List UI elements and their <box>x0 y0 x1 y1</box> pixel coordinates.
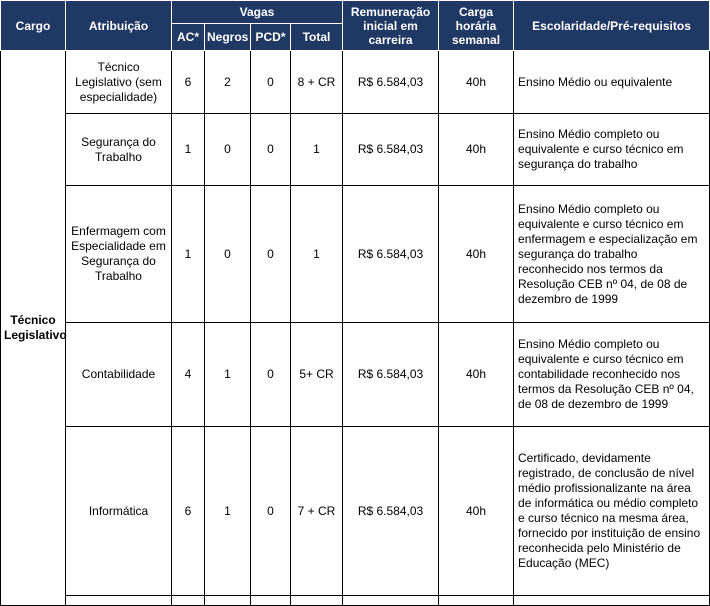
total-cell: 5+ CR <box>291 323 343 427</box>
pcd-cell: 0 <box>251 114 291 186</box>
carga-cell: 40h <box>439 51 514 114</box>
header-escolaridade: Escolaridade/Pré-requisitos <box>514 1 710 51</box>
ac-cell: 1 <box>172 114 205 186</box>
negros-cell: 1 <box>205 427 251 596</box>
header-negros: Negros <box>205 24 251 51</box>
table-row <box>1 596 710 606</box>
ac-cell: 6 <box>172 427 205 596</box>
ac-cell: 1 <box>172 186 205 323</box>
total-cell: 1 <box>291 186 343 323</box>
escolaridade-cell: Ensino Médio completo ou equivalente e curso técnico em segurança do trabalho <box>514 114 710 186</box>
ac-cell: 6 <box>172 51 205 114</box>
table-row <box>1 186 710 323</box>
atribuicao-cell: Técnico Legislativo (sem especialidade) <box>66 51 172 114</box>
carga-cell: 40h <box>439 186 514 323</box>
header-vagas: Vagas <box>172 1 343 24</box>
pcd-cell: 0 <box>251 186 291 323</box>
empty-cell <box>251 596 291 606</box>
header-pcd: PCD* <box>251 24 291 51</box>
carga-cell: 40h <box>439 114 514 186</box>
empty-cell <box>343 596 439 606</box>
ac-cell: 4 <box>172 323 205 427</box>
empty-cell <box>172 596 205 606</box>
header-cargo: Cargo <box>1 1 66 51</box>
escolaridade-cell: Ensino Médio ou equivalente <box>514 51 710 114</box>
carga-cell: 40h <box>439 427 514 596</box>
total-cell: 7 + CR <box>291 427 343 596</box>
empty-cell <box>514 596 710 606</box>
header-total: Total <box>291 24 343 51</box>
table-row <box>1 51 710 114</box>
empty-cell <box>66 596 172 606</box>
atribuicao-cell: Contabilidade <box>66 323 172 427</box>
total-cell: 1 <box>291 114 343 186</box>
atribuicao-cell: Segurança do Trabalho <box>66 114 172 186</box>
remuneracao-cell: R$ 6.584,03 <box>343 186 439 323</box>
header-carga-horaria: Carga horária semanal <box>439 1 514 51</box>
negros-cell: 1 <box>205 323 251 427</box>
escolaridade-cell: Ensino Médio completo ou equivalente e curso técnico em enfermagem e especialização em segurança do trabalho reconhecido nos termos da Resolução CEB nº 04, de 08 de dezembro de 1999 <box>514 186 710 323</box>
escolaridade-cell: Ensino Médio completo ou equivalente e curso técnico em contabilidade reconhecido nos termos da Resolução CEB nº 04, de 08 de dezembro de 1999 <box>514 323 710 427</box>
pcd-cell: 0 <box>251 51 291 114</box>
negros-cell: 0 <box>205 114 251 186</box>
total-cell: 8 + CR <box>291 51 343 114</box>
remuneracao-cell: R$ 6.584,03 <box>343 51 439 114</box>
header-atribuicao: Atribuição <box>66 1 172 51</box>
table-row <box>1 114 710 186</box>
pcd-cell: 0 <box>251 427 291 596</box>
negros-cell: 2 <box>205 51 251 114</box>
table-row <box>1 323 710 427</box>
remuneracao-cell: R$ 6.584,03 <box>343 323 439 427</box>
header-remuneracao: Remuneração inicial em carreira <box>343 1 439 51</box>
header-ac: AC* <box>172 24 205 51</box>
atribuicao-cell: Informática <box>66 427 172 596</box>
atribuicao-cell: Enfermagem com Especialidade em Segurança do Trabalho <box>66 186 172 323</box>
remuneracao-cell: R$ 6.584,03 <box>343 114 439 186</box>
table-row <box>1 427 710 596</box>
negros-cell: 0 <box>205 186 251 323</box>
empty-cell <box>439 596 514 606</box>
empty-cell <box>291 596 343 606</box>
escolaridade-cell: Certificado, devidamente registrado, de conclusão de nível médio profissionalizante na área de informática ou médio completo e curso técnico na mesma área, fornecido por instituição de ensino reconhecida pelo Ministério de Educação (MEC) <box>514 427 710 596</box>
remuneracao-cell: R$ 6.584,03 <box>343 427 439 596</box>
cargo-cell: Técnico Legislativo <box>1 51 66 606</box>
pcd-cell: 0 <box>251 323 291 427</box>
empty-cell <box>205 596 251 606</box>
carga-cell: 40h <box>439 323 514 427</box>
